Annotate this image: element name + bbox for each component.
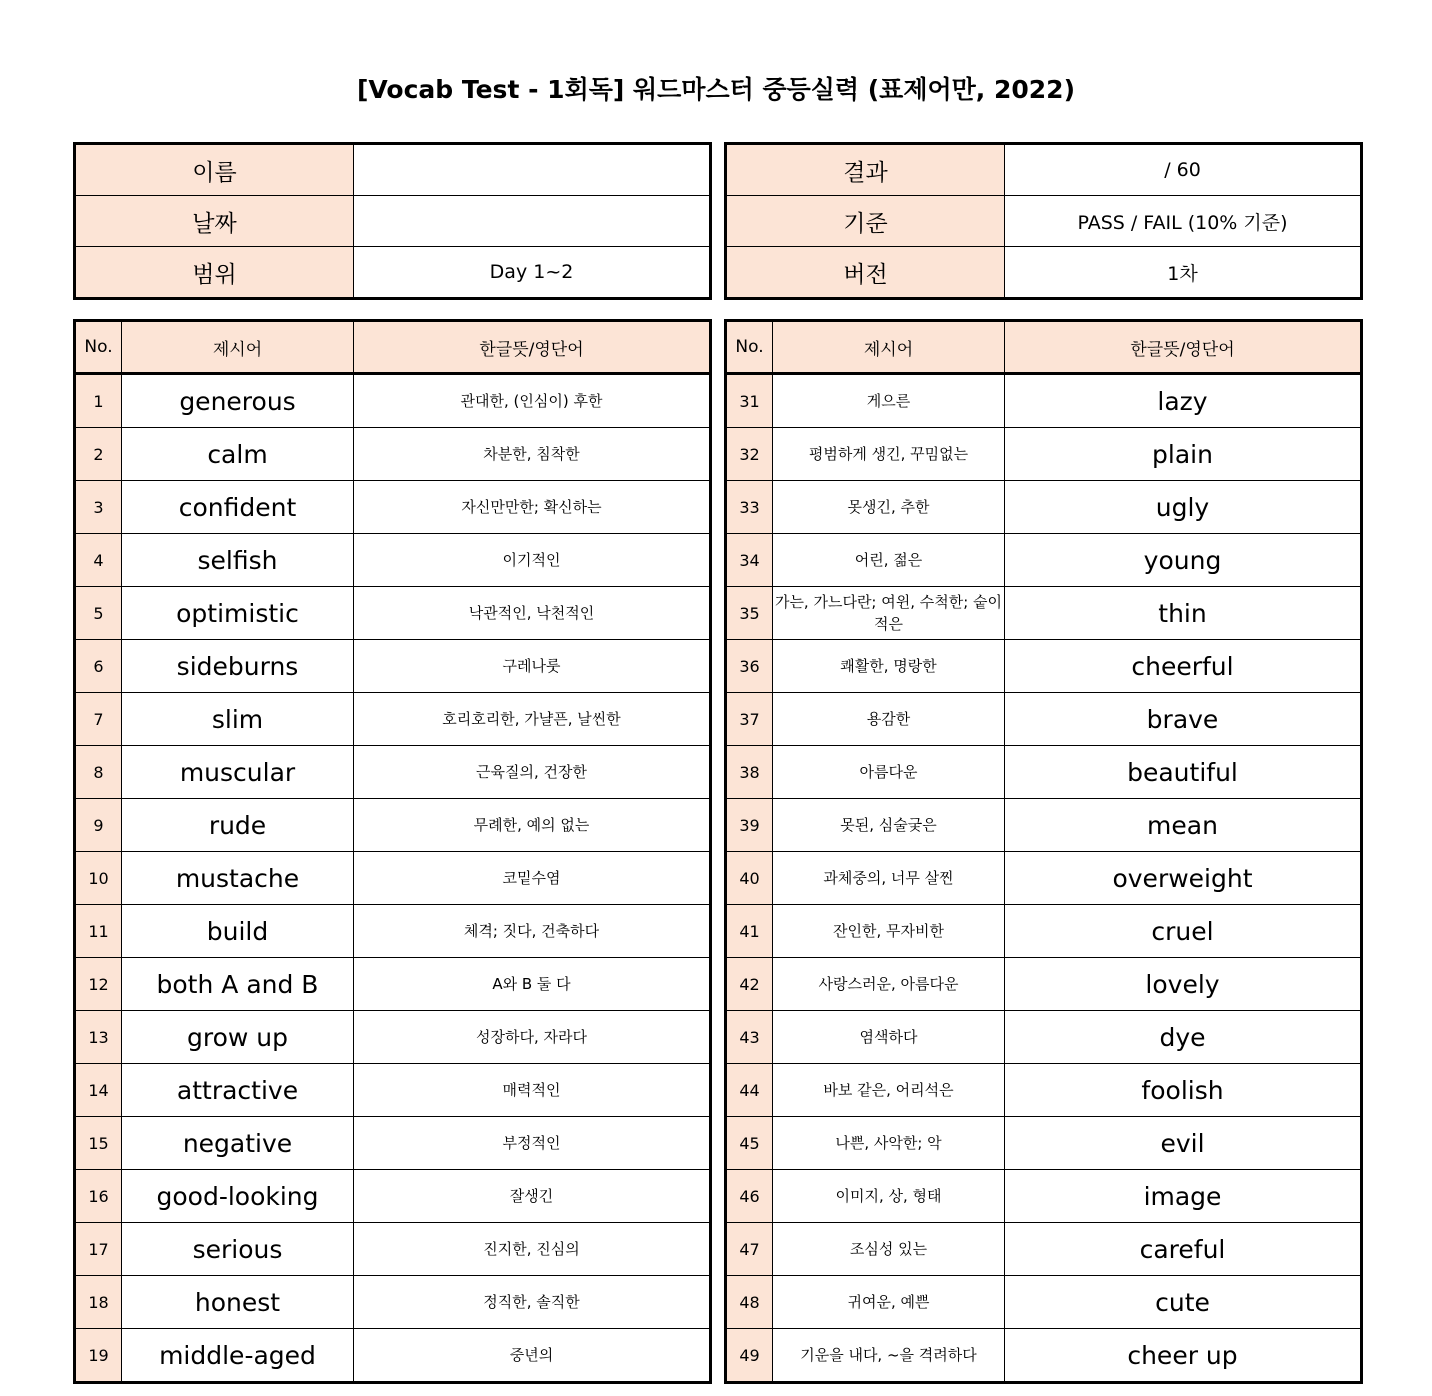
date-field[interactable] (354, 196, 711, 247)
table-row (726, 852, 1362, 905)
header-no: No. (726, 321, 773, 374)
table-row (726, 1011, 1362, 1064)
answer-cell: 호리호리한, 가냘픈, 날씬한 (354, 693, 711, 746)
table-row (75, 799, 711, 852)
info-row-name (75, 144, 711, 196)
answer-cell: evil (1005, 1117, 1362, 1170)
row-number: 16 (75, 1170, 122, 1223)
table-row (75, 746, 711, 799)
info-row-date (75, 196, 711, 247)
range-value: Day 1~2 (354, 247, 711, 299)
table-row (75, 587, 711, 640)
prompt-cell: good-looking (122, 1170, 354, 1223)
range-label: 범위 (75, 247, 354, 299)
row-number: 48 (726, 1276, 773, 1329)
result-label: 결과 (726, 144, 1005, 196)
answer-cell: mean (1005, 799, 1362, 852)
answer-cell: young (1005, 534, 1362, 587)
table-row (726, 1170, 1362, 1223)
table-row (726, 481, 1362, 534)
table-row (726, 428, 1362, 481)
table-header-row (726, 321, 1362, 374)
prompt-cell: calm (122, 428, 354, 481)
result-info-table (724, 142, 1363, 300)
table-row (75, 1276, 711, 1329)
table-row (726, 693, 1362, 746)
row-number: 32 (726, 428, 773, 481)
table-row (75, 481, 711, 534)
answer-cell: cute (1005, 1276, 1362, 1329)
table-row (75, 1223, 711, 1276)
prompt-cell: mustache (122, 852, 354, 905)
page-title: [Vocab Test - 1회독] 워드마스터 중등실력 (표제어만, 2022) (357, 75, 1075, 104)
answer-cell: 체격; 짓다, 건축하다 (354, 905, 711, 958)
answer-cell: beautiful (1005, 746, 1362, 799)
row-number: 42 (726, 958, 773, 1011)
row-number: 6 (75, 640, 122, 693)
prompt-cell: 어린, 젊은 (773, 534, 1005, 587)
criteria-label: 기준 (726, 196, 1005, 247)
prompt-cell: confident (122, 481, 354, 534)
answer-cell: foolish (1005, 1064, 1362, 1117)
table-row (75, 1117, 711, 1170)
name-field[interactable] (354, 144, 711, 196)
table-row (75, 534, 711, 587)
row-number: 17 (75, 1223, 122, 1276)
row-number: 9 (75, 799, 122, 852)
row-number: 3 (75, 481, 122, 534)
date-label: 날짜 (75, 196, 354, 247)
table-row (726, 1223, 1362, 1276)
row-number: 13 (75, 1011, 122, 1064)
table-row (726, 799, 1362, 852)
prompt-cell: slim (122, 693, 354, 746)
row-number: 33 (726, 481, 773, 534)
row-number: 47 (726, 1223, 773, 1276)
table-row (726, 587, 1362, 640)
row-number: 45 (726, 1117, 773, 1170)
prompt-cell: muscular (122, 746, 354, 799)
prompt-cell: 조심성 있는 (773, 1223, 1005, 1276)
version-value: 1차 (1005, 247, 1362, 299)
answer-cell: dye (1005, 1011, 1362, 1064)
table-row (726, 1276, 1362, 1329)
row-number: 15 (75, 1117, 122, 1170)
table-row (726, 1117, 1362, 1170)
row-number: 49 (726, 1329, 773, 1383)
prompt-cell: rude (122, 799, 354, 852)
prompt-cell: 쾌활한, 명랑한 (773, 640, 1005, 693)
row-number: 19 (75, 1329, 122, 1383)
row-number: 37 (726, 693, 773, 746)
row-number: 34 (726, 534, 773, 587)
prompt-cell: 기운을 내다, ~을 격려하다 (773, 1329, 1005, 1383)
prompt-cell: 못생긴, 추한 (773, 481, 1005, 534)
header-answer: 한글뜻/영단어 (1005, 321, 1362, 374)
row-number: 2 (75, 428, 122, 481)
prompt-cell: 사랑스러운, 아름다운 (773, 958, 1005, 1011)
row-number: 11 (75, 905, 122, 958)
row-number: 46 (726, 1170, 773, 1223)
prompt-cell: 과체중의, 너무 살찐 (773, 852, 1005, 905)
prompt-cell: 아름다운 (773, 746, 1005, 799)
row-number: 38 (726, 746, 773, 799)
version-label: 버전 (726, 247, 1005, 299)
table-row (75, 640, 711, 693)
prompt-cell: 바보 같은, 어리석은 (773, 1064, 1005, 1117)
answer-cell: 이기적인 (354, 534, 711, 587)
row-number: 18 (75, 1276, 122, 1329)
prompt-cell: selfish (122, 534, 354, 587)
row-number: 12 (75, 958, 122, 1011)
row-number: 7 (75, 693, 122, 746)
prompt-cell: 염색하다 (773, 1011, 1005, 1064)
answer-cell: A와 B 둘 다 (354, 958, 711, 1011)
answer-cell: 부정적인 (354, 1117, 711, 1170)
answer-cell: lazy (1005, 374, 1362, 428)
row-number: 35 (726, 587, 773, 640)
table-row (726, 1064, 1362, 1117)
answer-cell: careful (1005, 1223, 1362, 1276)
answer-cell: cheerful (1005, 640, 1362, 693)
table-row (726, 905, 1362, 958)
prompt-cell: negative (122, 1117, 354, 1170)
header-answer: 한글뜻/영단어 (354, 321, 711, 374)
prompt-cell: attractive (122, 1064, 354, 1117)
prompt-cell: middle-aged (122, 1329, 354, 1383)
prompt-cell: 잔인한, 무자비한 (773, 905, 1005, 958)
table-row (726, 1329, 1362, 1383)
answer-cell: 정직한, 솔직한 (354, 1276, 711, 1329)
table-row (75, 693, 711, 746)
prompt-cell: 게으른 (773, 374, 1005, 428)
info-row-version (726, 247, 1362, 299)
table-row (726, 374, 1362, 428)
answer-cell: lovely (1005, 958, 1362, 1011)
answer-cell: 잘생긴 (354, 1170, 711, 1223)
row-number: 41 (726, 905, 773, 958)
name-label: 이름 (75, 144, 354, 196)
table-row (75, 428, 711, 481)
row-number: 39 (726, 799, 773, 852)
table-row (726, 746, 1362, 799)
row-number: 43 (726, 1011, 773, 1064)
prompt-cell: 가는, 가느다란; 여윈, 수척한; 숱이 적은 (773, 587, 1005, 640)
vocab-table-right (724, 319, 1363, 1384)
answer-cell: 차분한, 침착한 (354, 428, 711, 481)
row-number: 10 (75, 852, 122, 905)
prompt-cell: 이미지, 상, 형태 (773, 1170, 1005, 1223)
table-row (75, 958, 711, 1011)
answer-cell: 자신만만한; 확신하는 (354, 481, 711, 534)
result-field[interactable]: / 60 (1005, 144, 1362, 196)
answer-cell: brave (1005, 693, 1362, 746)
prompt-cell: optimistic (122, 587, 354, 640)
header-prompt: 제시어 (773, 321, 1005, 374)
criteria-value: PASS / FAIL (10% 기준) (1005, 196, 1362, 247)
student-info-table (73, 142, 712, 300)
table-row (75, 1064, 711, 1117)
table-row (726, 640, 1362, 693)
answer-cell: 낙관적인, 낙천적인 (354, 587, 711, 640)
answer-cell: 매력적인 (354, 1064, 711, 1117)
row-number: 4 (75, 534, 122, 587)
answer-cell: ugly (1005, 481, 1362, 534)
answer-cell: cruel (1005, 905, 1362, 958)
header-no: No. (75, 321, 122, 374)
prompt-cell: honest (122, 1276, 354, 1329)
answer-cell: overweight (1005, 852, 1362, 905)
row-number: 14 (75, 1064, 122, 1117)
answer-cell: 구레나룻 (354, 640, 711, 693)
answer-cell: 진지한, 진심의 (354, 1223, 711, 1276)
table-row (75, 1170, 711, 1223)
table-row (75, 1329, 711, 1383)
info-row-criteria (726, 196, 1362, 247)
answer-cell: plain (1005, 428, 1362, 481)
prompt-cell: sideburns (122, 640, 354, 693)
table-row (75, 1011, 711, 1064)
row-number: 31 (726, 374, 773, 428)
row-number: 8 (75, 746, 122, 799)
answer-cell: 코밑수염 (354, 852, 711, 905)
table-row (75, 905, 711, 958)
vocab-table-left (73, 319, 712, 1384)
row-number: 5 (75, 587, 122, 640)
prompt-cell: both A and B (122, 958, 354, 1011)
prompt-cell: 평범하게 생긴, 꾸밈없는 (773, 428, 1005, 481)
info-row-result (726, 144, 1362, 196)
row-number: 36 (726, 640, 773, 693)
row-number: 40 (726, 852, 773, 905)
answer-cell: image (1005, 1170, 1362, 1223)
prompt-cell: 용감한 (773, 693, 1005, 746)
answer-cell: 근육질의, 건장한 (354, 746, 711, 799)
prompt-cell: grow up (122, 1011, 354, 1064)
row-number: 44 (726, 1064, 773, 1117)
prompt-cell: serious (122, 1223, 354, 1276)
info-row-range (75, 247, 711, 299)
header-prompt: 제시어 (122, 321, 354, 374)
table-header-row (75, 321, 711, 374)
answer-cell: 중년의 (354, 1329, 711, 1383)
prompt-cell: 못된, 심술궂은 (773, 799, 1005, 852)
table-row (726, 958, 1362, 1011)
table-row (75, 374, 711, 428)
table-row (726, 534, 1362, 587)
row-number: 1 (75, 374, 122, 428)
prompt-cell: build (122, 905, 354, 958)
prompt-cell: 나쁜, 사악한; 악 (773, 1117, 1005, 1170)
answer-cell: 관대한, (인심이) 후한 (354, 374, 711, 428)
answer-cell: 성장하다, 자라다 (354, 1011, 711, 1064)
answer-cell: cheer up (1005, 1329, 1362, 1383)
answer-cell: 무례한, 예의 없는 (354, 799, 711, 852)
prompt-cell: 귀여운, 예쁜 (773, 1276, 1005, 1329)
table-row (75, 852, 711, 905)
prompt-cell: generous (122, 374, 354, 428)
answer-cell: thin (1005, 587, 1362, 640)
